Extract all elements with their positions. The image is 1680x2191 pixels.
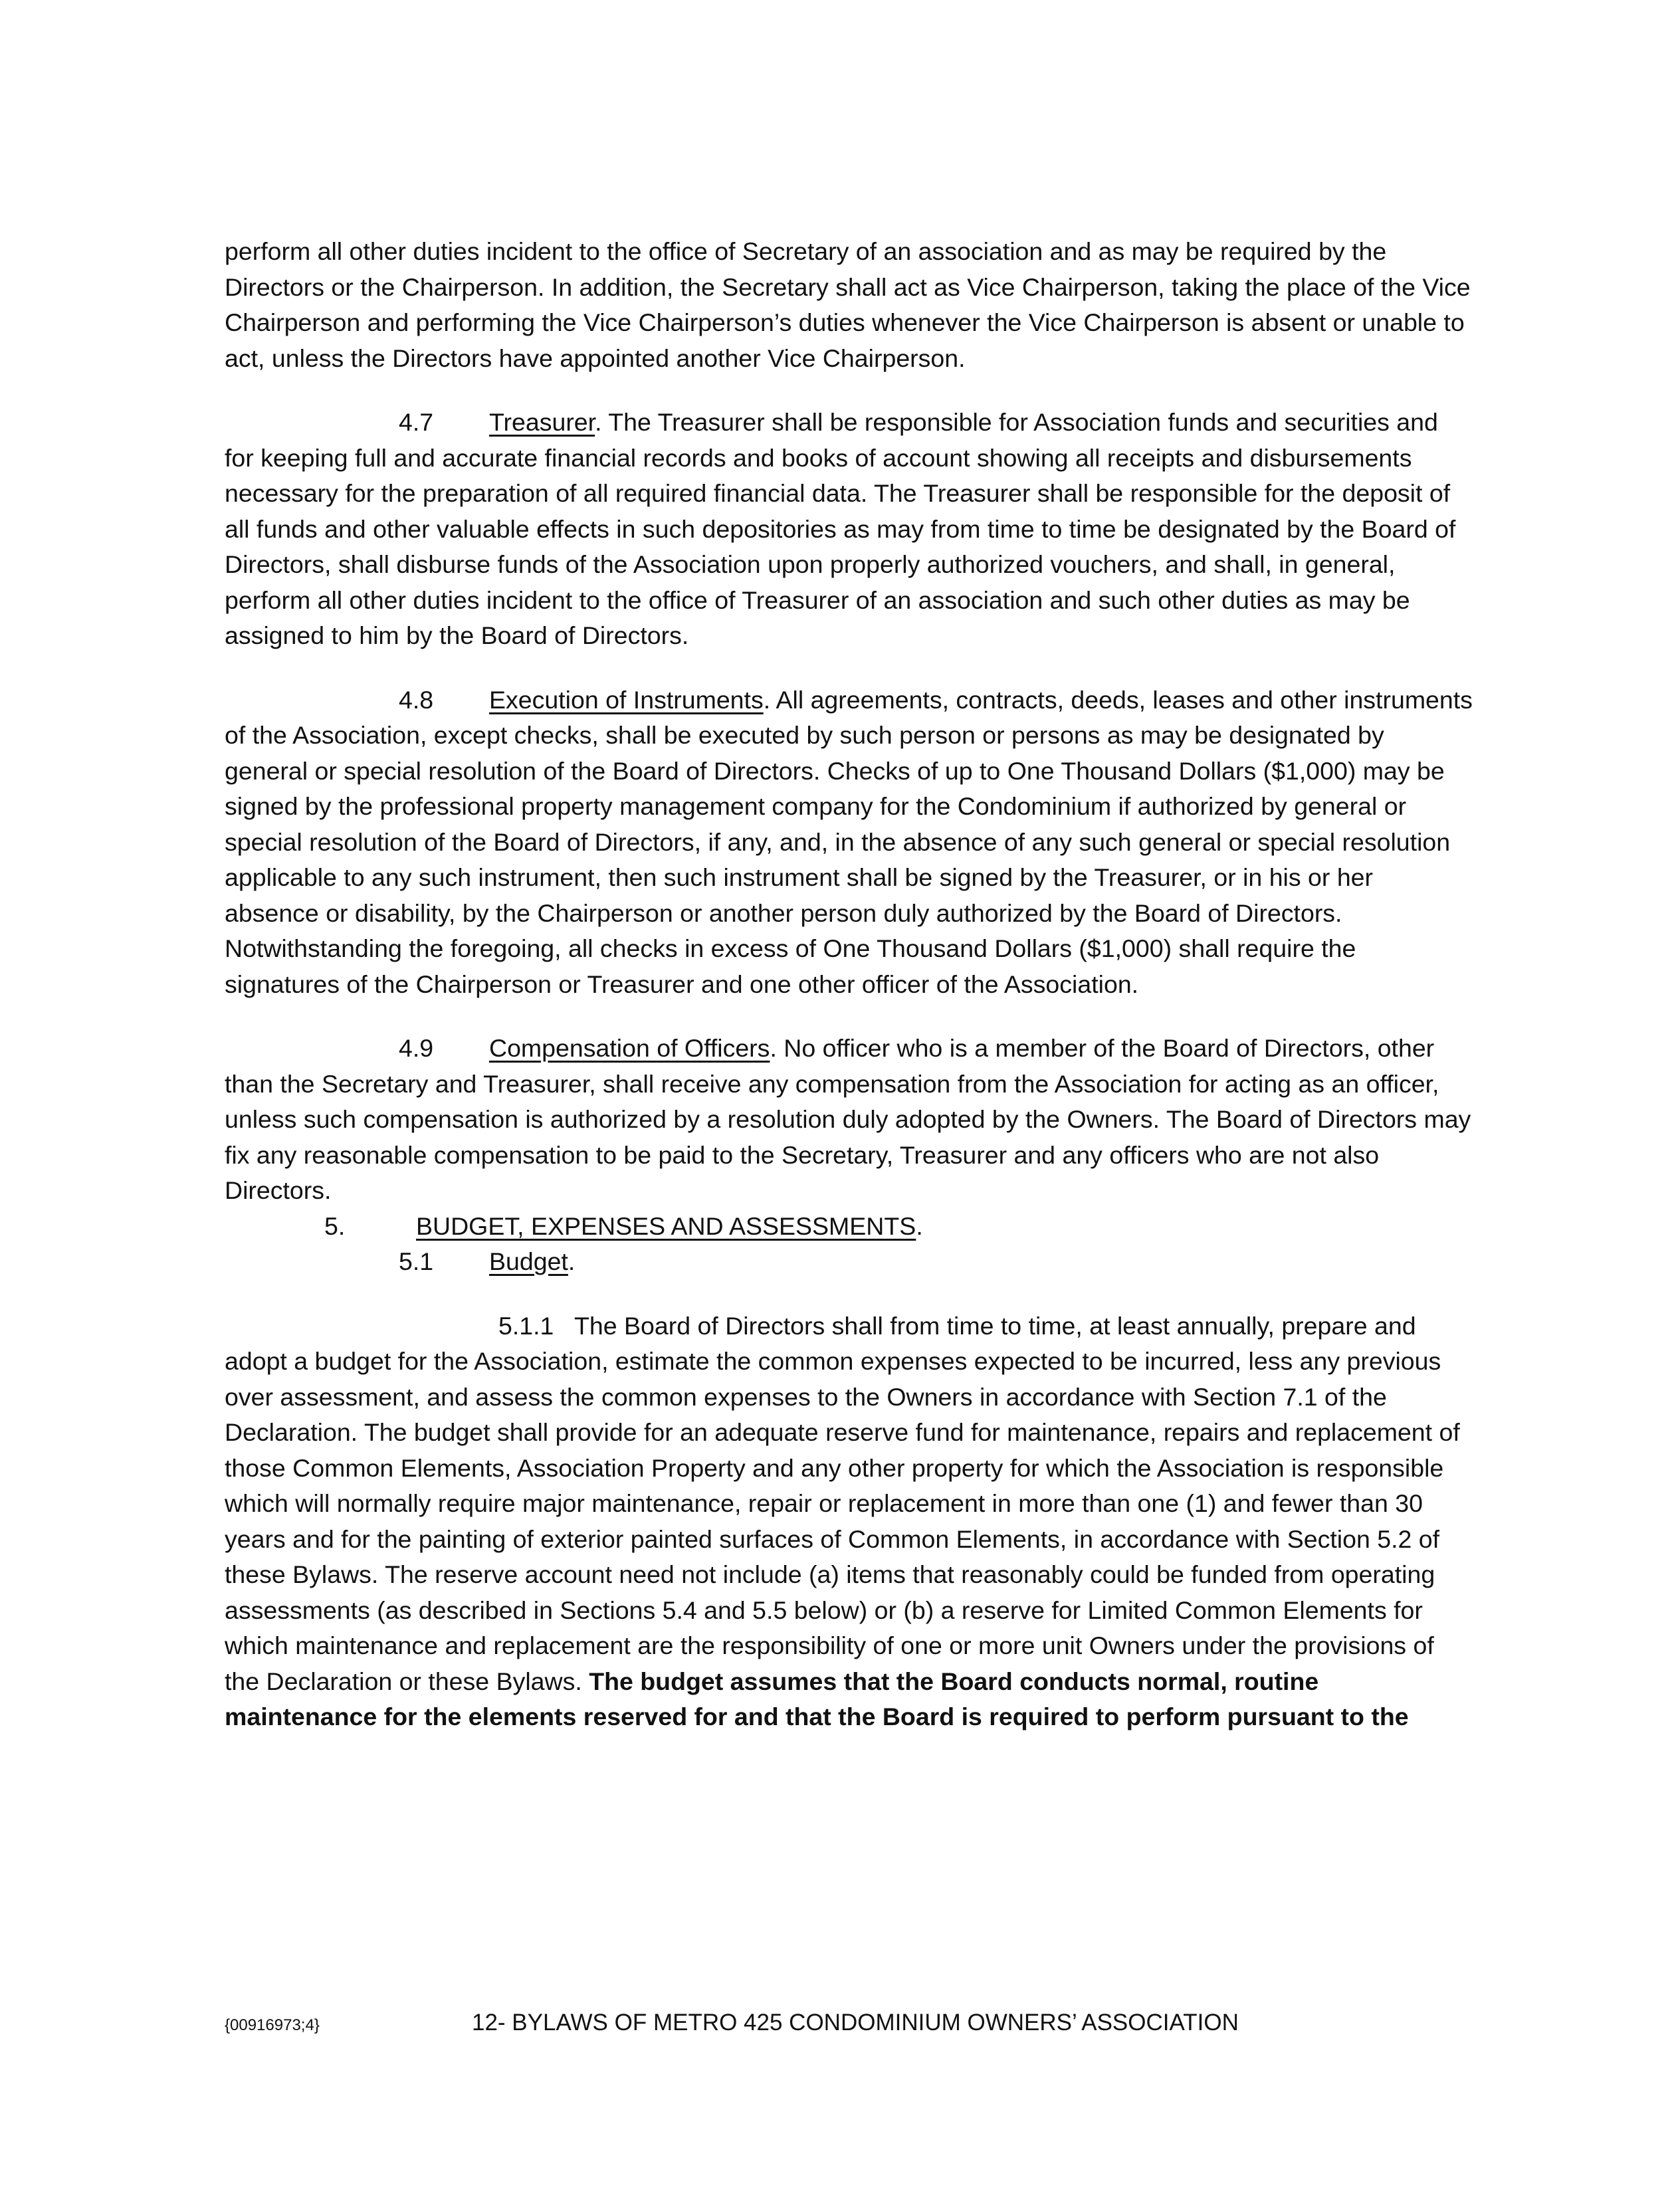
section-5-1-1 <box>225 1308 1474 1735</box>
section-text: . The Treasurer shall be responsible for Association funds and securities and for keeping full and accurate financial records and books of account showing all receipts and disbursements necessary for the preparation of all required financial data. The Treasurer shall be responsible for the deposit of all funds and other valuable effects in such depositories as may from time to time be designated by the Board of Directors, shall disburse funds of the Association upon properly authorized vouchers, and shall, in general, perform all other duties incident to the office of Treasurer of an association and such other duties as may be assigned to him by the Board of Directors. <box>225 408 1456 649</box>
section-number: 5.1.1 <box>498 1311 554 1340</box>
section-4-7 <box>225 405 1474 654</box>
section-number: 4.8 <box>399 685 434 714</box>
section-title: Budget <box>489 1247 568 1275</box>
section-title: BUDGET, EXPENSES AND ASSESSMENTS <box>416 1211 916 1240</box>
section-title: Treasurer <box>489 408 595 436</box>
section-number: 5. <box>324 1211 346 1240</box>
section-number: 5.1 <box>399 1247 434 1275</box>
footer-title: 12- BYLAWS OF METRO 425 CONDOMINIUM OWNERS’ ASSOCIATION <box>472 2010 1239 2035</box>
section-text: . No officer who is a member of the Board of Directors, other than the Secretary and Treasurer, shall receive any compensation from the Association for acting as an officer, unless such compensation is authorized by a resolution duly adopted by the Owners. The Board of Directors may fix any reasonable compensation to be paid to the Secretary, Treasurer and any officers who are not also Directors. <box>225 1034 1471 1204</box>
section-text: . All agreements, contracts, deeds, leases and other instruments of the Association, except checks, shall be executed by such person or persons as may be designated by general or special resolution of the Board of Directors. Checks of up to One Thousand Dollars ($1,000) may be signed by the professional property management company for the Condominium if authorized by general or special resolution of the Board of Directors, if any, and, in the absence of any such general or special resolution applicable to any such instrument, then such instrument shall be signed by the Treasurer, or in his or her absence or disability, by the Chairperson or another person duly authorized by the Board of Directors. Notwithstanding the foregoing, all checks in excess of One Thousand Dollars ($1,000) shall require the signatures of the Chairperson or Treasurer and one other officer of the Association. <box>225 685 1473 998</box>
paragraph-secretary-duties: perform all other duties incident to the office of Secretary of an association and as may be required by the Directors or the Chairperson. In addition, the Secretary shall act as Vice Chairperson, taking the place of the Vice Chairperson and performing the Vice Chairperson’s duties whenever the Vice Chairperson is absent or unable to act, unless the Directors have appointed another Vice Chairperson. <box>225 237 1471 372</box>
section-5-heading: 5. BUDGET, EXPENSES AND ASSESSMENTS. <box>225 1209 1474 1245</box>
document-body <box>225 234 1474 1735</box>
page-footer <box>225 2010 1487 2036</box>
section-4-8 <box>225 682 1474 1003</box>
document-code: {00916973;4} <box>225 2016 320 2034</box>
section-5-1-heading: 5.1 Budget. <box>225 1244 1474 1280</box>
section-bold-text: The budget assumes that the Board conducts normal, routine maintenance for the elements reserved for and that the Board is required to perform pursuant to the <box>225 1667 1409 1730</box>
section-title: Compensation of Officers <box>489 1034 770 1062</box>
section-4-9 <box>225 1031 1474 1209</box>
section-number: 4.7 <box>399 408 434 436</box>
section-text: The Board of Directors shall from time to time, at least annually, prepare and adopt a budget for the Association, estimate the common expenses expected to be incurred, less any previous over assessment, and assess the common expenses to the Owners in accordance with Section 7.1 of the Declaration. The budget shall provide for an adequate reserve fund for maintenance, repairs and replacement of those Common Elements, Association Property and any other property for which the Association is responsible which will normally require major maintenance, repair or replacement in more than one (1) and fewer than 30 years and for the painting of exterior painted surfaces of Common Elements, in accordance with Section 5.2 of these Bylaws. The reserve account need not include (a) items that reasonably could be funded from operating assessments (as described in Sections 5.4 and 5.5 below) or (b) a reserve for Limited Common Elements for which maintenance and replacement are the responsibility of one or more unit Owners under the provisions of the Declaration or these Bylaws. <box>225 1311 1460 1695</box>
section-number: 4.9 <box>399 1034 434 1062</box>
section-title: Execution of Instruments <box>489 685 764 714</box>
